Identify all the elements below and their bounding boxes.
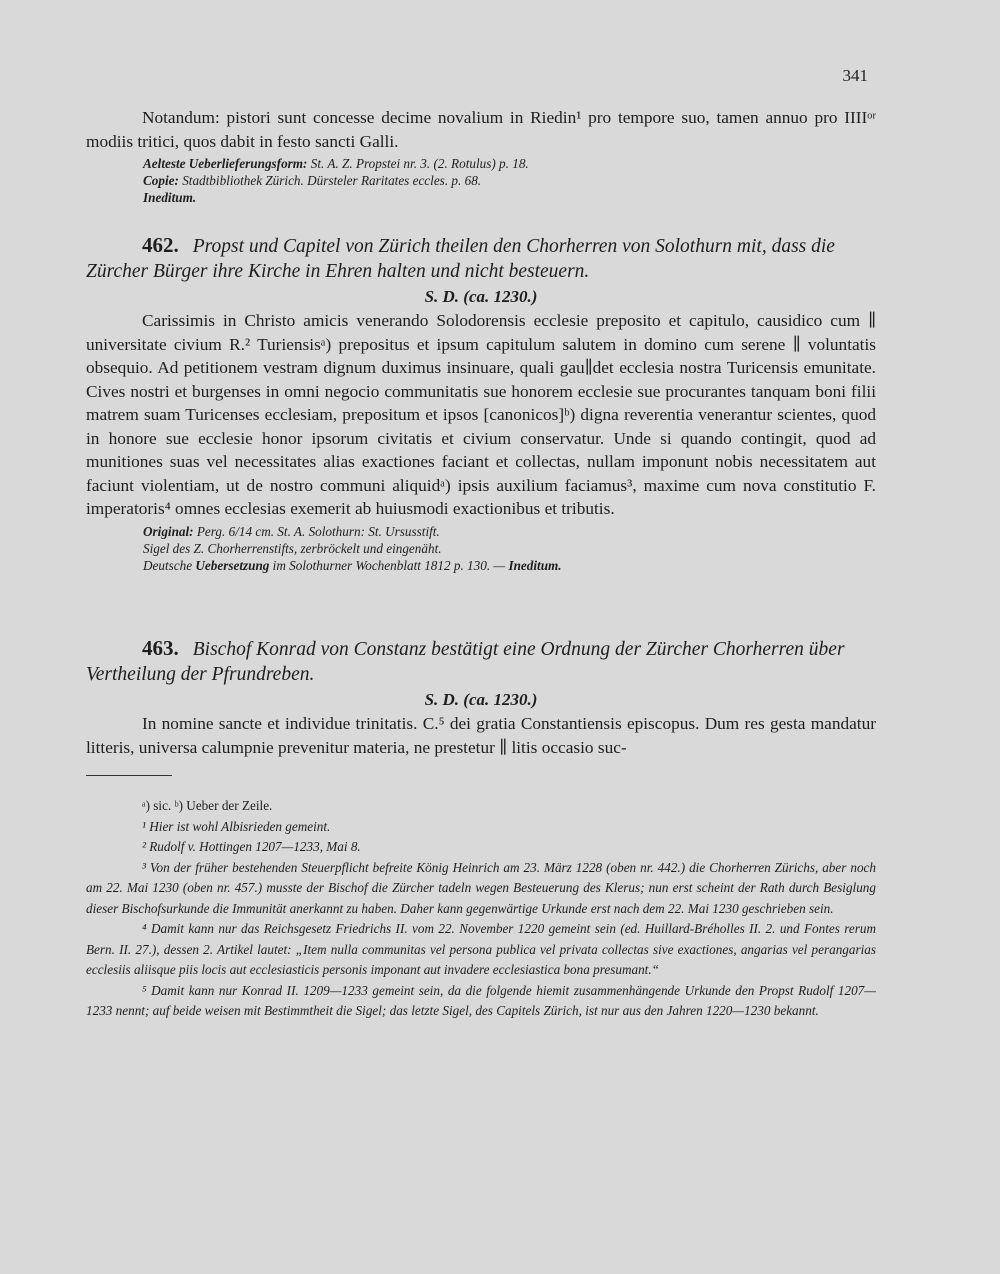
doc-462-number: 462. [142,233,179,257]
doc-462-source-3 [86,557,876,574]
source-line-1 [86,155,876,172]
source-label-2: Copie: [143,173,179,188]
doc-462-date: S. D. (ca. 1230.) [424,287,538,306]
source-line-3 [86,189,876,206]
footnote-3: ³ Von der früher bestehenden Steuerpflicht befreite König Heinrich am 23. März 1228 (oben nr. 442.) die Chorherren Zürichs, aber noch am 22. Mai 1230 (oben nr. 457.) musste der Bischof die Zürcher tadeln wegen Besteuerung des Klerus; nun erst scheint der Rath durch Besiglung dieser Bischofsurkunde die Immunität anerkannt zu haben. Daher kann gegenwärtige Urkunde erst nach dem 22. Mai 1230 geschrieben sein. [86,859,876,916]
page-number: 341 [842,66,868,85]
doc-462-source-3a: Deutsche [143,557,193,573]
doc-462-source-3b: im Solothurner Wochenblatt 1812 p. 130. — [272,557,506,573]
footnote-ab: ᵃ) sic. ᵇ) Ueber der Zeile. [142,798,273,813]
doc-463-title: Bischof Konrad von Constanz bestätigt eine Ordnung der Zürcher Chorherren über Vertheilung der Pfrundreben. [86,639,845,685]
doc-463-date: S. D. (ca. 1230.) [424,690,538,709]
doc-462-title: Propst und Capitel von Zürich theilen den Chorherren von Solothurn mit, dass die Zürcher Bürger ihre Kirche in Ehren halten und nicht besteuern. [86,236,835,282]
source-label-3: Ineditum. [143,190,197,205]
doc-463-text: In nomine sancte et individue trinitatis. C.⁵ dei gratia Constantiensis episcopus. Dum res gesta mandatur litteris, universa calumpnie prevenitur materia, ne prestetur ∥ litis occasio suc- [86,714,876,757]
doc-462-source-2: Sigel des Z. Chorherrenstifts, zerbröckelt und eingenäht. [143,540,442,556]
footnote-rule [86,775,172,776]
doc-462-heading [86,233,876,284]
source-text-2: Stadtbibliothek Zürich. Dürsteler Raritates eccles. p. 68. [182,173,482,188]
footnote-1: ¹ Hier ist wohl Albisrieden gemeint. [142,818,331,834]
notandum-block [86,106,876,153]
doc-462-source-label: Original: [143,523,194,539]
footnote-2: ² Rudolf v. Hottingen 1207—1233, Mai 8. [142,839,361,854]
footnotes [86,796,876,1022]
doc-462-source-3-label: Uebersetzung [195,557,270,573]
sources-461 [86,155,876,206]
doc-462-source-3-label2: Ineditum. [508,557,562,573]
document-462 [86,233,876,574]
notandum-text: Notandum: pistori sunt concesse decime novalium in Riedin¹ pro tempore suo, tamen annuo pro IIIIᵒʳ modiis tritici, quos dabit in festo sancti Galli. [86,108,876,151]
doc-462-source-1 [86,523,876,540]
doc-463-number: 463. [142,636,179,660]
source-text-1: St. A. Z. Propstei nr. 3. (2. Rotulus) p. 18. [310,156,529,171]
document-463 [86,636,876,759]
doc-462-source-text: Perg. 6/14 cm. St. A. Solothurn: St. Ursusstift. [196,523,440,539]
source-line-2 [86,172,876,189]
doc-463-heading [86,636,876,687]
footnote-5: ⁵ Damit kann nur Konrad II. 1209—1233 gemeint sein, da die folgende hiemit zusammenhängende Urkunde den Propst Rudolf 1207—1233 nennt; auf beide weisen mit Bestimmtheit die Sigel; das letzte Sigel, des Capitels Zürich, ist nur aus den Jahren 1220—1230 bekannt. [86,982,876,1018]
source-label-1: Aelteste Ueberlieferungsform: [143,156,308,171]
footnote-4: ⁴ Damit kann nur das Reichsgesetz Friedrichs II. vom 22. November 1220 gemeint sein (ed. Huillard-Bréholles II. 2. und Fontes rerum Bern. II. 27.), dessen 2. Artikel lautet: „Item nulla communitas vel persona publica vel privata collectas sive exactiones, angarias vel perangarias ecclesiis aliisque piis locis aut ecclesiasticis personis imponant aut invadere ecclesiastica bona presumant.“ [86,921,876,977]
doc-462-text: Carissimis in Christo amicis venerando Solodorensis ecclesie preposito et capitulo, causidico cum ∥ universitate civium R.² Turiensisᵃ) prepositus et ipsum capitulum salutem in domino cum serene ∥ voluntatis obsequio. Ad petitionem vestram dignum duximus insinuare, quali gau∥det ecclesia nostra Turicensis emunitate. Cives nostri et burgenses in omni negocio communitatis sue honorem ecclesie sue procurantes tanquam boni filii matrem suam Turicenses ecclesiam, prepositum et ipsos [canonicos]ᵇ) digna reverentia venerantur scientes, quod in honore sue ecclesie honor ipsorum civitatis et civium conservatur. Unde si quando contingit, quod ad munitiones suas vel necessitates alias exactiones faciant et collectas, nullam imponunt nobis necessitatem aut faciunt violentiam, ut de nostro communi aliquidᵃ) ipsis auxilium faciamus³, maxime cum nova constitutio F. imperatoris⁴ omnes ecclesias exemerit ab huiusmodi exactionibus et tributis. [86,311,876,518]
